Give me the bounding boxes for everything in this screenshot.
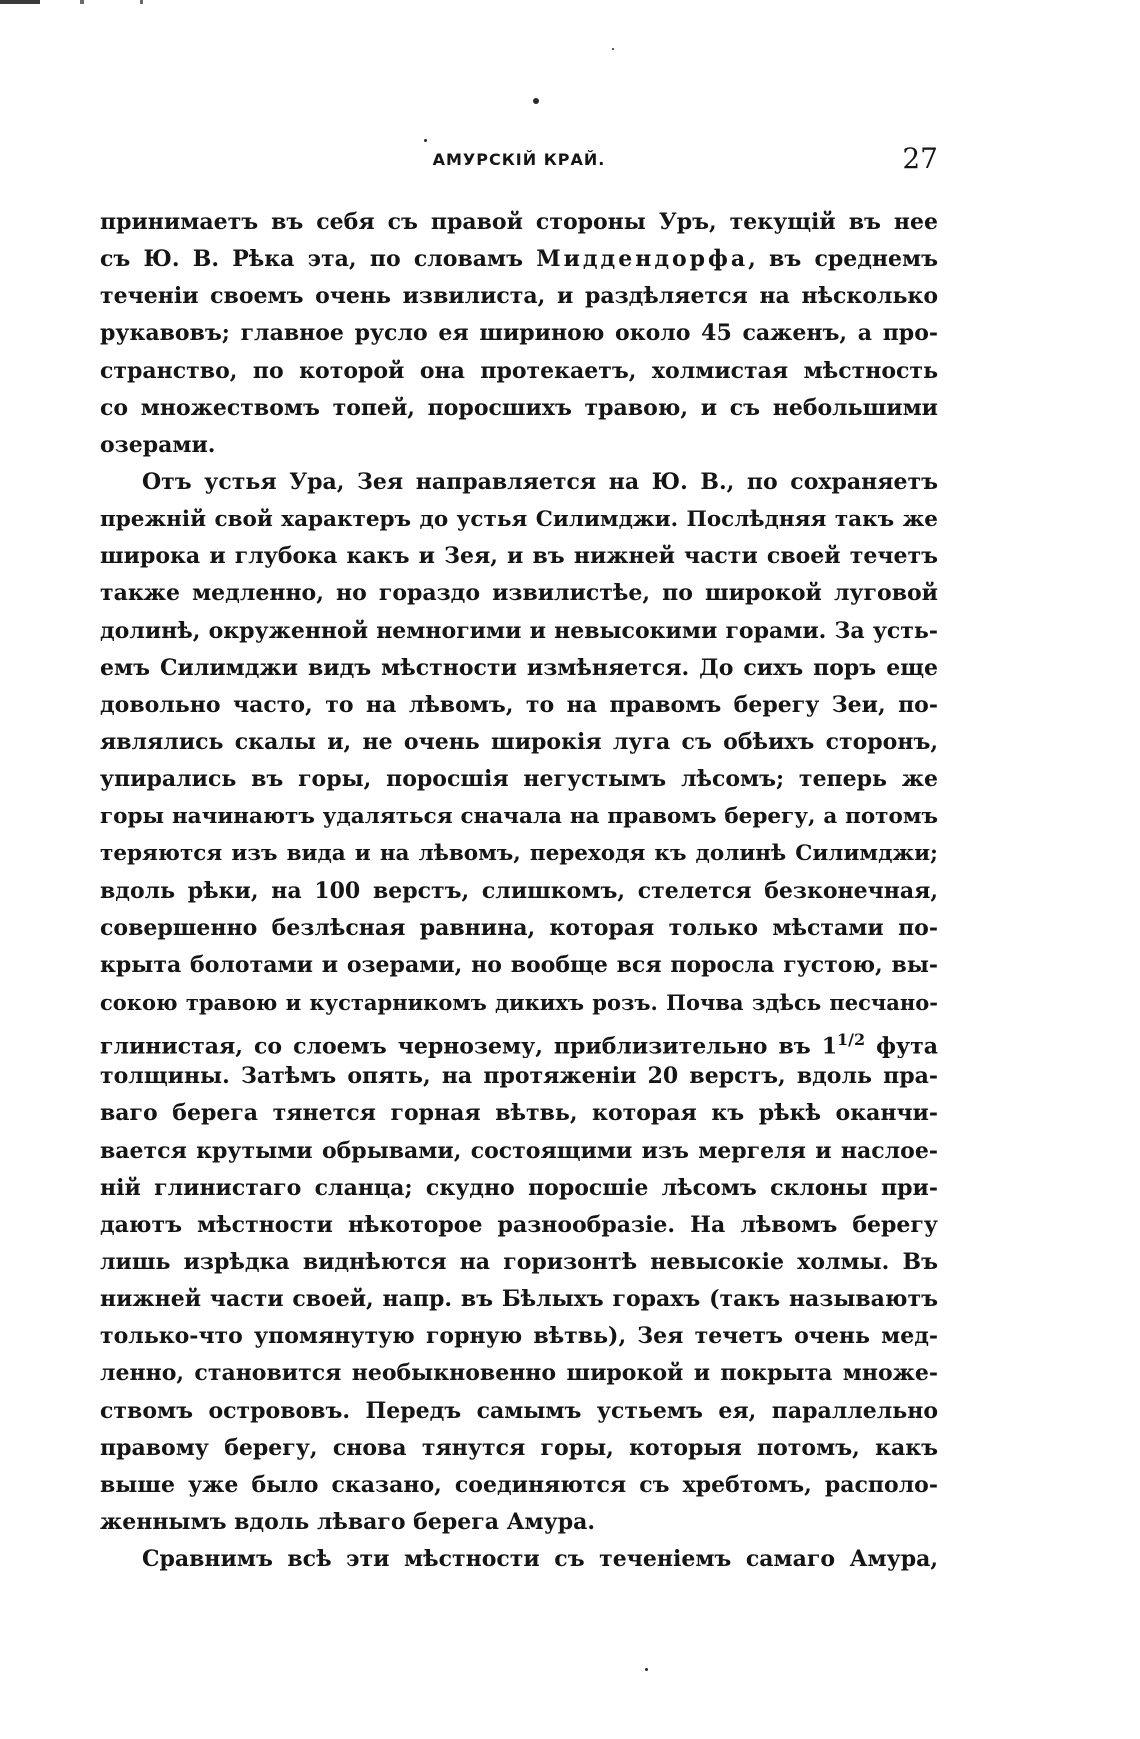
text-line: сокою травою и кустарникомъ дикихъ розъ. Почва здѣсь песчано- — [100, 989, 938, 1015]
text-line: емъ Силимджи видъ мѣстности измѣняется. До сихъ поръ еще — [100, 654, 938, 681]
text-line: правому берегу, снова тянутся горы, которыя потомъ, какъ — [100, 1434, 938, 1461]
ink-speck — [533, 98, 539, 104]
page-number: 27 — [902, 142, 938, 175]
text-line: выше уже было сказано, соединяются съ хребтомъ, располо- — [100, 1471, 938, 1498]
text-line: странство, по которой она протекаетъ, холмистая мѣстность — [100, 357, 938, 384]
text-fragment: фута — [865, 1033, 938, 1059]
text-fragment: съ Ю. В. Рѣка эта, по словамъ — [100, 246, 523, 273]
text-line: упирались въ горы, поросшія негустымъ лѣсомъ; теперь же — [100, 766, 938, 793]
body-text — [100, 204, 938, 1578]
text-line: ваго берега тянется горная вѣтвь, которая къ рѣкѣ оканчи- — [100, 1100, 938, 1127]
text-line: широка и глубока какъ и Зея, и въ нижней части своей течетъ — [100, 543, 938, 570]
ink-speck — [612, 48, 614, 50]
text-line: горы начинаютъ удаляться сначала на правомъ берегу, а потомъ — [100, 804, 938, 830]
text-line: ній глинистаго сланца; скудно поросшіе лѣсомъ склоны при- — [100, 1174, 938, 1201]
text-line: являлись скалы и, не очень широкія луга съ обѣихъ сторонъ, — [100, 728, 938, 755]
text-line: долинѣ, окруженной немногими и невысокими горами. За усть- — [100, 617, 938, 644]
text-line: совершенно безлѣсная равнина, которая только мѣстами по- — [100, 914, 938, 941]
text-line: ленно, становится необыкновенно широкой и покрыта множе- — [100, 1360, 938, 1387]
text-line: ствомъ острововъ. Передъ самымъ устьемъ ея, параллельно — [100, 1397, 938, 1424]
text-line: женнымъ вдоль лѣваго берега Амура. — [100, 1508, 596, 1535]
text-line: крыта болотами и озерами, но вообще вся поросла густою, вы- — [100, 951, 938, 978]
fraction: 1/2 — [837, 1030, 866, 1050]
text-line: толщины. Затѣмъ опять, на протяженіи 20 верстъ, вдоль пра- — [100, 1063, 938, 1090]
text-line: только-что упомянутую горную вѣтвь), Зея течетъ очень мед- — [100, 1323, 938, 1350]
text-fragment: глинистая, со слоемъ чернозему, приблизительно въ 1 — [100, 1033, 838, 1059]
text-line: теченіи своемъ очень извилиста, и раздѣляется на нѣсколько — [100, 283, 938, 310]
ink-speck — [645, 1668, 648, 1671]
text-fragment: , въ среднемъ — [748, 246, 938, 273]
scan-edge-mark — [0, 0, 200, 4]
text-line: рукавовъ; главное русло ея шириною около 45 саженъ, а про- — [100, 320, 938, 347]
text-line: нижней части своей, напр. въ Бѣлыхъ горахъ (такъ называютъ — [100, 1286, 938, 1313]
text-line: также медленно, но гораздо извилистѣе, по широкой луговой — [100, 580, 938, 607]
text-line — [100, 241, 938, 278]
paragraph-first-line: Сравнимъ всѣ эти мѣстности съ теченіемъ самаго Амура, — [142, 1546, 938, 1573]
text-line: прежній свой характеръ до устья Силимджи. Послѣдняя такъ же — [100, 507, 938, 533]
text-line: вдоль рѣки, на 100 верстъ, слишкомъ, стелется безконечная, — [100, 877, 938, 904]
author-name: Миддендорфа — [536, 246, 749, 273]
text-line: вается крутыми обрывами, состоящими изъ мергеля и наслое- — [100, 1137, 938, 1164]
text-line — [100, 1021, 938, 1058]
page-header — [100, 142, 938, 182]
paragraph-first-line: Отъ устья Ура, Зея направляется на Ю. В., по сохраняетъ — [142, 468, 938, 495]
running-head: АМУРСКІЙ КРАЙ. — [432, 150, 606, 169]
text-line: лишь изрѣдка виднѣются на горизонтѣ невысокіе холмы. Въ — [100, 1248, 938, 1275]
text-line: озерами. — [100, 431, 216, 458]
text-line: со множествомъ топей, поросшихъ травою, и съ небольшими — [100, 394, 938, 421]
text-line: довольно часто, то на лѣвомъ, то на правомъ берегу Зеи, по- — [100, 691, 938, 718]
text-line: принимаетъ въ себя съ правой стороны Уръ, текущій въ нее — [100, 209, 938, 235]
text-line: теряются изъ вида и на лѣвомъ, переходя къ долинѣ Силимджи; — [100, 841, 938, 867]
text-line: даютъ мѣстности нѣкоторое разнообразіе. На лѣвомъ берегу — [100, 1211, 938, 1238]
